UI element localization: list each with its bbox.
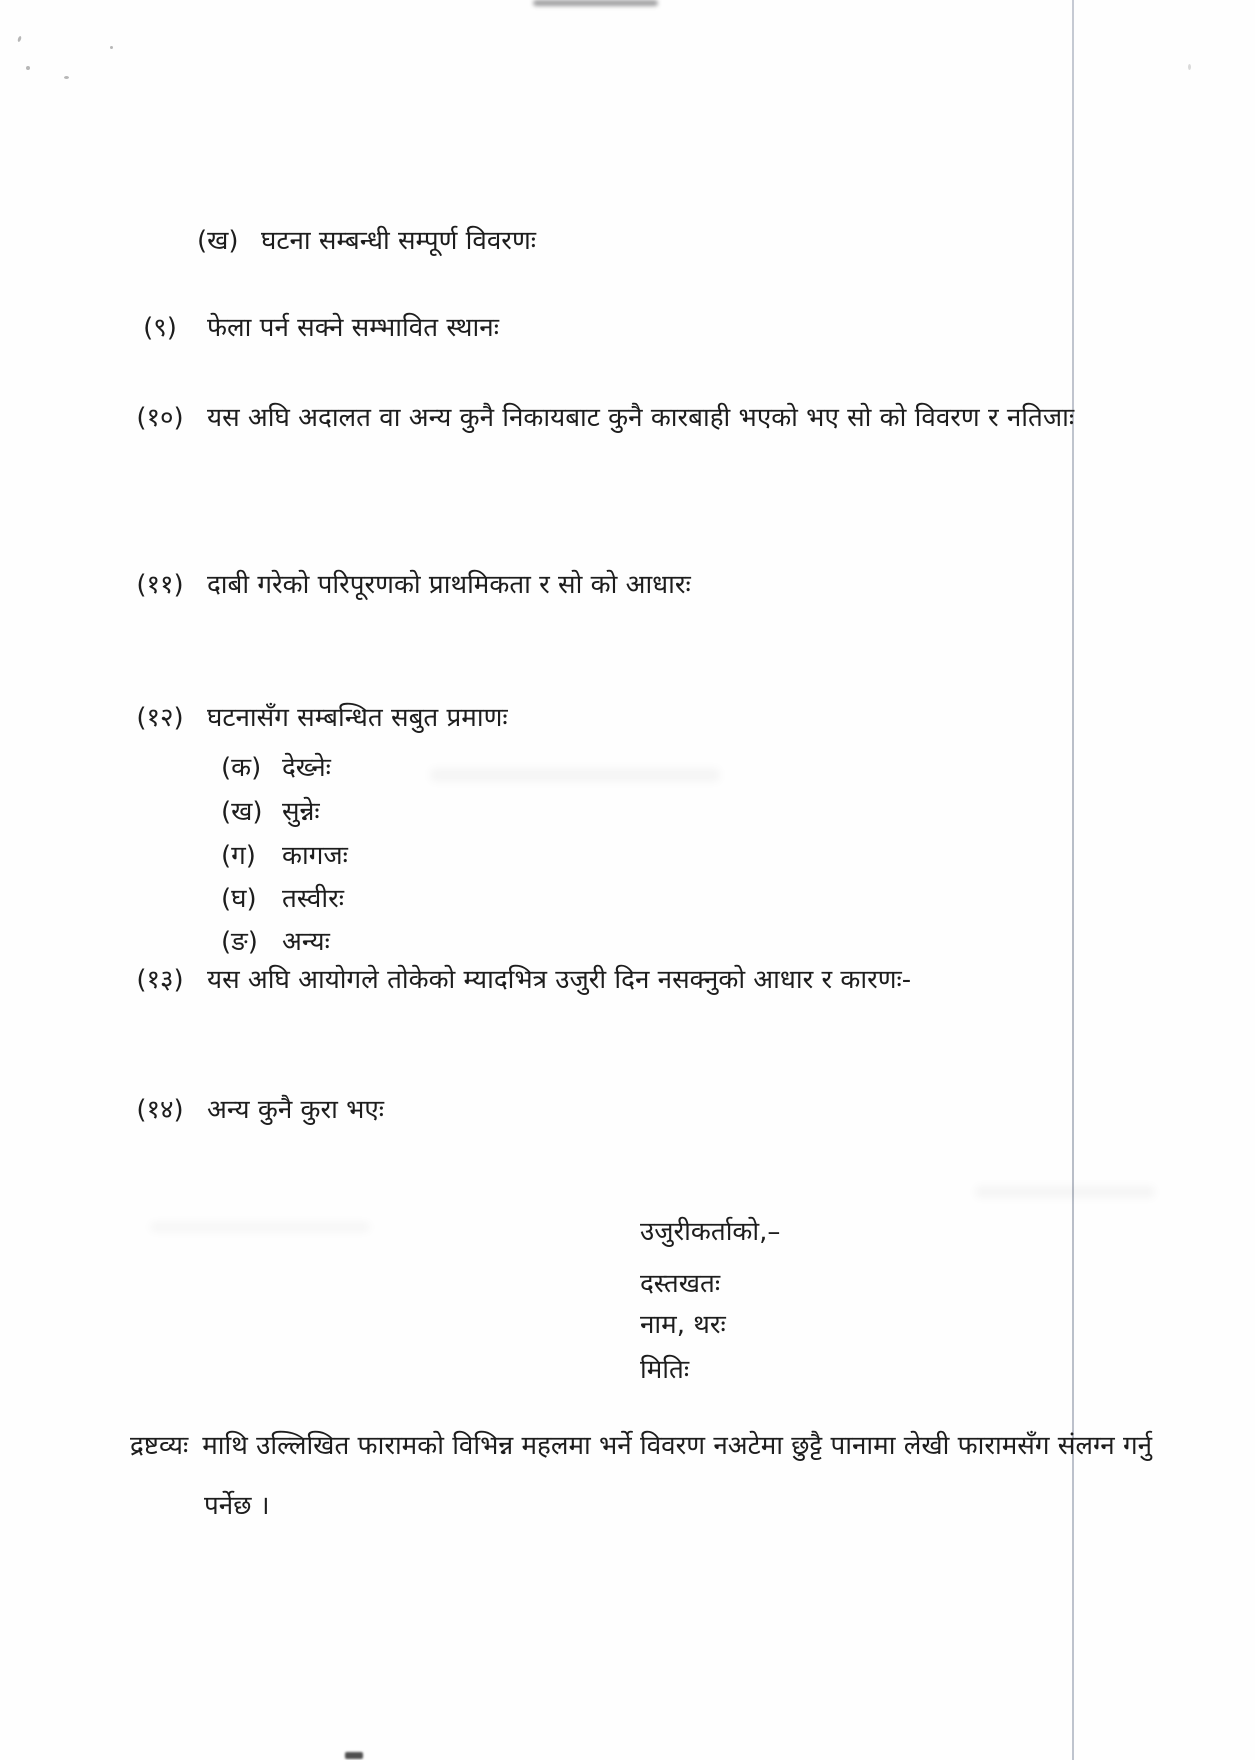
item-number: (९)	[143, 313, 177, 343]
scan-speck	[17, 36, 22, 43]
item-number: (११)	[136, 570, 184, 600]
form-item-14-anything-else	[113, 1090, 384, 1130]
item-number: (१२)	[136, 703, 184, 733]
item-text: घटना सम्बन्धी सम्पूर्ण विवरणः	[261, 226, 536, 256]
footnote-text: माथि उल्लिखित फारामको विभिन्न महलमा भर्ने विवरण नअटेमा छुट्टै पानामा लेखी फारामसँग संलग्न गर्नु	[202, 1431, 1153, 1461]
item-text: कागजः	[282, 841, 348, 871]
item-number: (ख)	[197, 226, 239, 256]
item-number: (क)	[221, 753, 262, 783]
form-subitem-ga-paper	[221, 836, 348, 876]
scan-speck	[64, 76, 69, 79]
footnote-line1	[130, 1426, 1152, 1466]
footnote-line2: पर्नेछ ।	[204, 1491, 270, 1521]
item-text: दाबी गरेको परिपूरणको प्राथमिकता र सो को आधारः	[207, 570, 691, 600]
form-item-11-reparation-priority	[113, 565, 691, 605]
scan-speck	[26, 66, 30, 70]
item-number: (ङ)	[221, 927, 258, 957]
item-text: देख्नेः	[282, 753, 331, 783]
item-number: (ग)	[221, 841, 256, 871]
item-number: (१३)	[136, 965, 184, 995]
form-subitem-gha-photo	[221, 879, 344, 919]
form-subitem-nga-other	[221, 922, 330, 962]
scan-speck	[1188, 64, 1191, 70]
item-text: तस्वीरः	[282, 884, 345, 914]
item-number: (१०)	[136, 403, 184, 433]
item-text: यस अघि आयोगले तोकेको म्यादभित्र उजुरी दिन नसक्नुको आधार र कारणः-	[207, 965, 912, 995]
item-number: (१४)	[136, 1095, 184, 1125]
signature-party-line: उजुरीकर्ताको,–	[640, 1217, 781, 1247]
form-item-kha-incident-details	[197, 221, 536, 261]
scan-smear	[975, 1186, 1155, 1198]
signature-date-line: मितिः	[640, 1355, 690, 1385]
form-item-12-evidence	[113, 698, 508, 738]
item-text: यस अघि अदालत वा अन्य कुनै निकायबाट कुनै कारबाही भएको भए सो को विवरण र नतिजाः	[207, 403, 1075, 433]
item-number: (घ)	[221, 884, 257, 914]
form-item-10-previous-proceedings	[113, 398, 1074, 438]
form-item-13-late-filing-reason	[113, 960, 911, 1000]
scan-smudge-top	[533, 0, 658, 6]
scan-smudge-bottom	[345, 1752, 363, 1759]
scan-smear	[150, 1222, 370, 1232]
scan-fold-line	[1072, 0, 1074, 1760]
item-text: फेला पर्न सक्ने सम्भावित स्थानः	[207, 313, 499, 343]
scan-speck	[110, 46, 113, 49]
form-subitem-kha-heard	[221, 792, 320, 832]
footnote-label: द्रष्टव्यः	[130, 1431, 189, 1461]
form-subitem-ka-seen	[221, 748, 331, 788]
signature-line: दस्तखतः	[640, 1269, 721, 1299]
item-text: घटनासँग सम्बन्धित सबुत प्रमाणः	[207, 703, 508, 733]
signature-name-line: नाम, थरः	[640, 1310, 726, 1340]
scan-smear	[430, 768, 720, 782]
item-text: सुन्नेः	[282, 797, 320, 827]
form-item-9-possible-location	[113, 308, 499, 348]
item-text: अन्य कुनै कुरा भएः	[207, 1095, 385, 1125]
item-text: अन्यः	[282, 927, 330, 957]
item-number: (ख)	[221, 797, 263, 827]
